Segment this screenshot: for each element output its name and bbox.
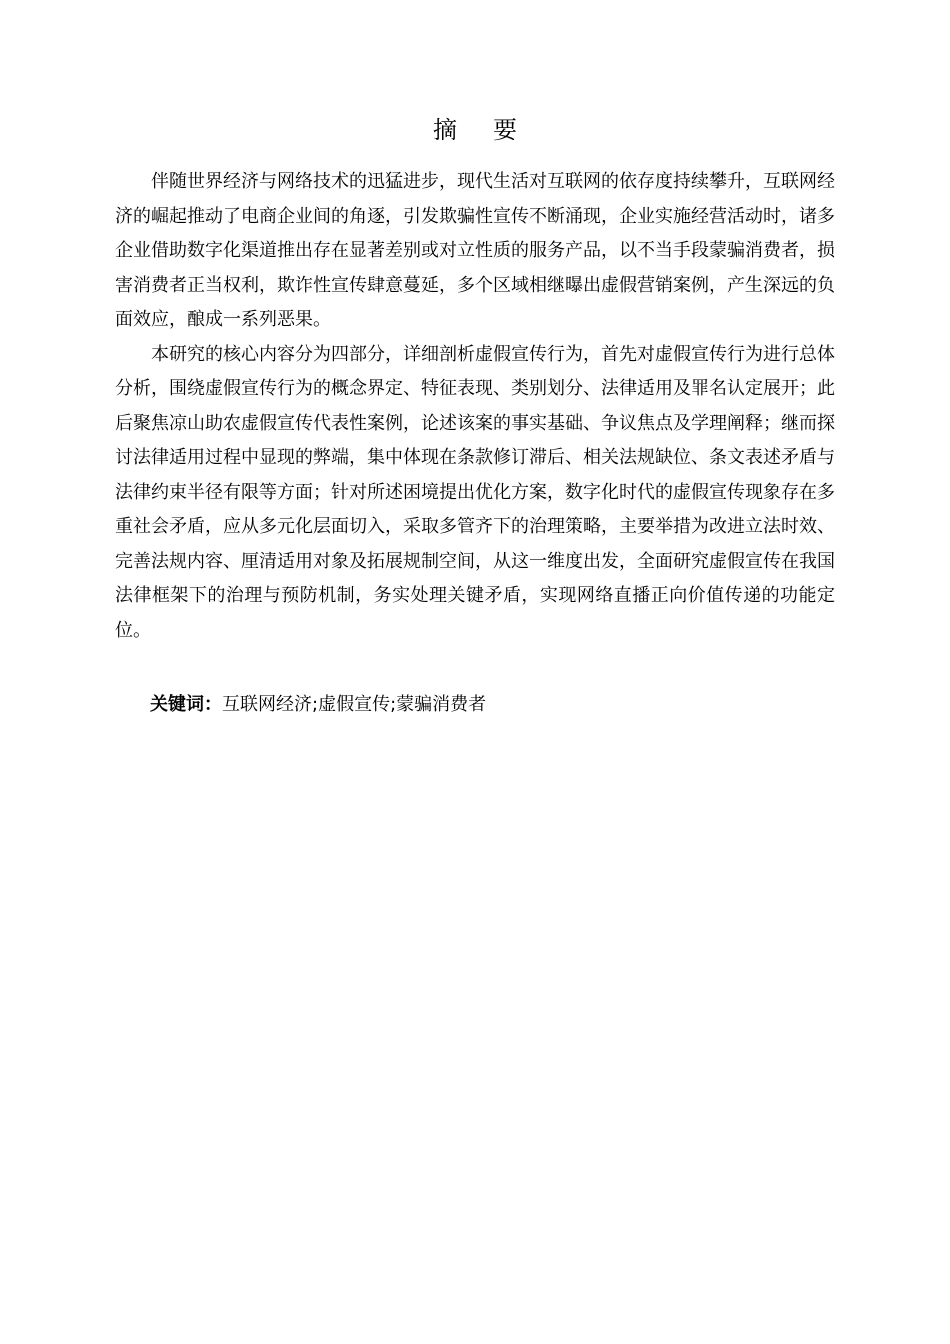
keywords-label: 关键词： [150,694,222,715]
abstract-paragraph-2: 本研究的核心内容分为四部分，详细剖析虚假宣传行为，首先对虚假宣传行为进行总体分析，围绕虚假宣传行为的概念界定、特征表现、类别划分、法律适用及罪名认定展开；此后聚焦凉山助农虚假宣传代表性案例，论述该案的事实基础、争议焦点及学理阐释；继而探讨法律适用过程中显现的弊端，集中体现在条款修订滞后、相关法规缺位、条文表述矛盾与法律约束半径有限等方面；针对所述困境提出优化方案，数字化时代的虚假宣传现象存在多重社会矛盾，应从多元化层面切入，采取多管齐下的治理策略，主要举措为改进立法时效、完善法规内容、厘清适用对象及拓展规制空间，从这一维度出发，全面研究虚假宣传在我国法律框架下的治理与预防机制，务实处理关键矛盾，实现网络直播正向价值传递的功能定位。 [115,343,835,641]
abstract-title-char-2: 要 [493,116,517,144]
abstract-body [115,165,835,648]
abstract-title [0,112,950,148]
keywords-value: 互联网经济;虚假宣传;蒙骗消费者 [222,694,487,715]
keywords-line [150,690,830,720]
abstract-title-char-1: 摘 [433,116,457,144]
abstract-paragraph-1: 伴随世界经济与网络技术的迅猛进步，现代生活对互联网的依存度持续攀升，互联网经济的崛起推动了电商企业间的角逐，引发欺骗性宣传不断涌现，企业实施经营活动时，诸多企业借助数字化渠道推出存在显著差别或对立性质的服务产品，以不当手段蒙骗消费者，损害消费者正当权利，欺诈性宣传肆意蔓延，多个区域相继曝出虚假营销案例，产生深远的负面效应，酿成一系列恶果。 [115,171,835,330]
